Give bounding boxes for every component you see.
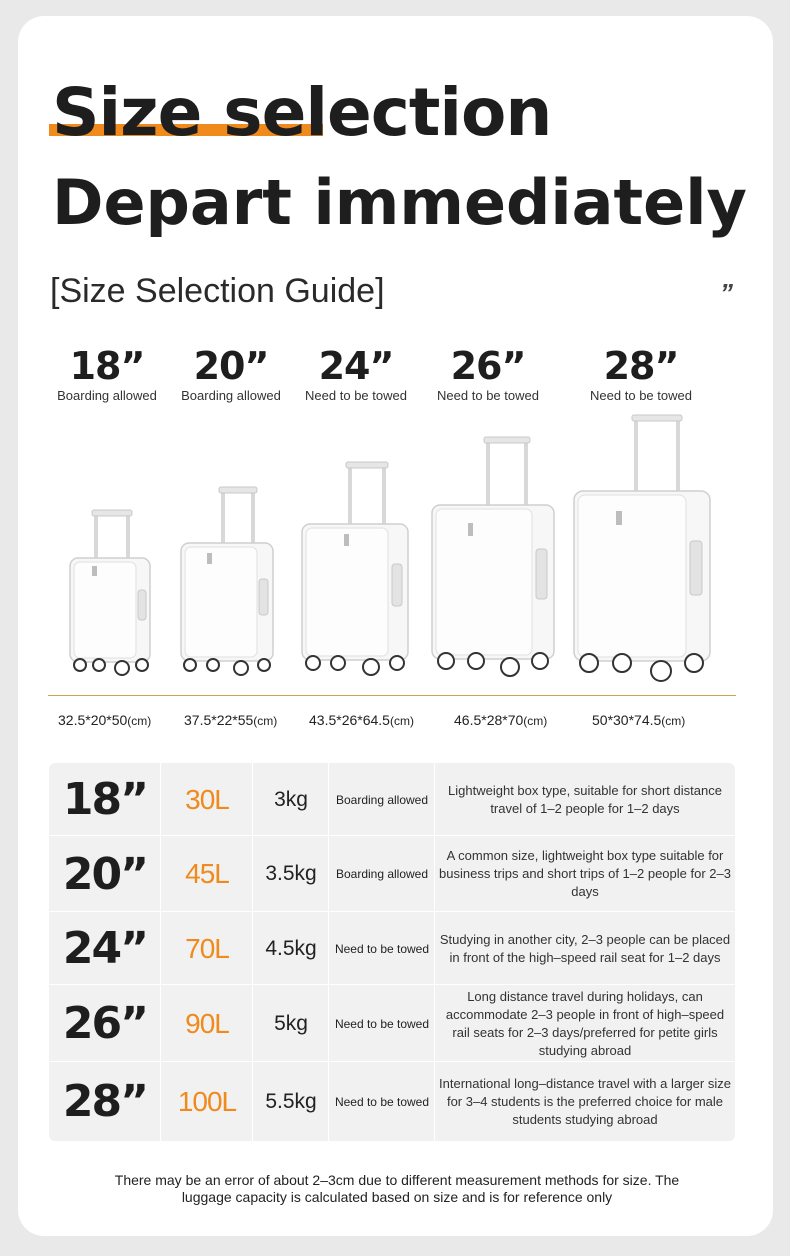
size-status: Need to be towed	[305, 388, 407, 403]
guide-label: [Size Selection Guide]	[50, 272, 385, 310]
table-row	[49, 763, 735, 836]
suitcase-28-image	[568, 413, 716, 683]
size-status: Boarding allowed	[181, 388, 281, 403]
footer-line: luggage capacity is calculated based on size and is for reference only	[181, 1189, 613, 1205]
size-status: Boarding allowed	[57, 388, 157, 403]
dimension-20: 37.5*22*55(cm)	[184, 712, 278, 728]
table-cell-size: 20”	[62, 848, 148, 900]
table-cell-weight: 4.5kg	[265, 936, 317, 960]
page-title: Size selection	[52, 74, 552, 151]
table-cell-description: Long distance travel during holidays, can accommodate 2–3 people in front of high–speed rail seats for 2–3 days/preferred for petite girls studying abroad	[445, 988, 725, 1058]
size-number: 26”	[450, 344, 526, 388]
page-subtitle: Depart immediately	[52, 166, 747, 239]
table-cell-size: 26”	[62, 998, 148, 1049]
table-cell-volume: 70L	[185, 932, 229, 964]
suitcase-24-image	[294, 460, 416, 680]
size-status: Need to be towed	[590, 388, 692, 403]
table-cell-note: Need to be towed	[334, 1016, 430, 1031]
table-cell-description: Studying in another city, 2–3 people can be placed in front of the high–speed rail seat for 1–2 days	[439, 931, 731, 965]
size-number: 18”	[69, 344, 145, 388]
divider-line	[48, 695, 736, 696]
table-cell-description: Lightweight box type, suitable for short distance travel of 1–2 people for 1–2 days	[448, 782, 722, 816]
suitcase-20-image	[173, 485, 283, 680]
table-cell-description: International long–distance travel with a larger size for 3–4 students is the preferred choice for male students studying abroad	[439, 1075, 731, 1127]
table-cell-description: A common size, lightweight box type suitable for business trips and short trips of 1–2 people for 2–3 days	[439, 848, 731, 899]
dimension-26: 46.5*28*70(cm)	[454, 712, 548, 728]
size-heading-28	[571, 346, 711, 403]
table-cell-note: Need to be towed	[334, 941, 430, 956]
size-number: 24”	[318, 344, 394, 388]
size-heading-20	[161, 346, 301, 403]
suitcase-18-image	[60, 508, 160, 678]
size-number: 20”	[193, 344, 269, 388]
dimension-28: 50*30*74.5(cm)	[592, 712, 686, 728]
size-heading-24	[286, 346, 426, 403]
table-row	[49, 985, 735, 1062]
size-number: 28”	[603, 344, 679, 388]
dimension-18: 32.5*20*50(cm)	[58, 712, 152, 728]
footer-note	[60, 1172, 734, 1206]
table-cell-note: Boarding allowed	[335, 792, 429, 807]
footer-line: There may be an error of about 2–3cm due to different measurement methods for size. The	[114, 1172, 680, 1188]
quote-mark: ”	[720, 278, 733, 308]
table-cell-size: 24”	[62, 923, 148, 974]
table-cell-note: Boarding allowed	[335, 867, 429, 881]
table-cell-weight: 5kg	[274, 1011, 308, 1035]
size-heading-26	[418, 346, 558, 403]
table-cell-weight: 3kg	[274, 787, 308, 811]
table-cell-size: 18”	[62, 774, 148, 825]
table-cell-weight: 3.5kg	[265, 862, 317, 885]
table-row	[49, 836, 735, 912]
size-table	[49, 763, 735, 1141]
size-heading-18	[37, 346, 177, 403]
table-cell-volume: 30L	[185, 783, 229, 815]
table-cell-note: Need to be towed	[334, 1094, 430, 1109]
table-row	[49, 1062, 735, 1141]
table-cell-volume: 45L	[185, 858, 229, 889]
table-cell-volume: 90L	[185, 1007, 229, 1039]
table-cell-size: 28”	[62, 1076, 148, 1127]
table-cell-weight: 5.5kg	[265, 1089, 317, 1113]
size-status: Need to be towed	[437, 388, 539, 403]
table-row	[49, 912, 735, 985]
suitcase-26-image	[426, 435, 560, 680]
dimension-24: 43.5*26*64.5(cm)	[309, 712, 414, 728]
table-cell-volume: 100L	[177, 1085, 237, 1117]
